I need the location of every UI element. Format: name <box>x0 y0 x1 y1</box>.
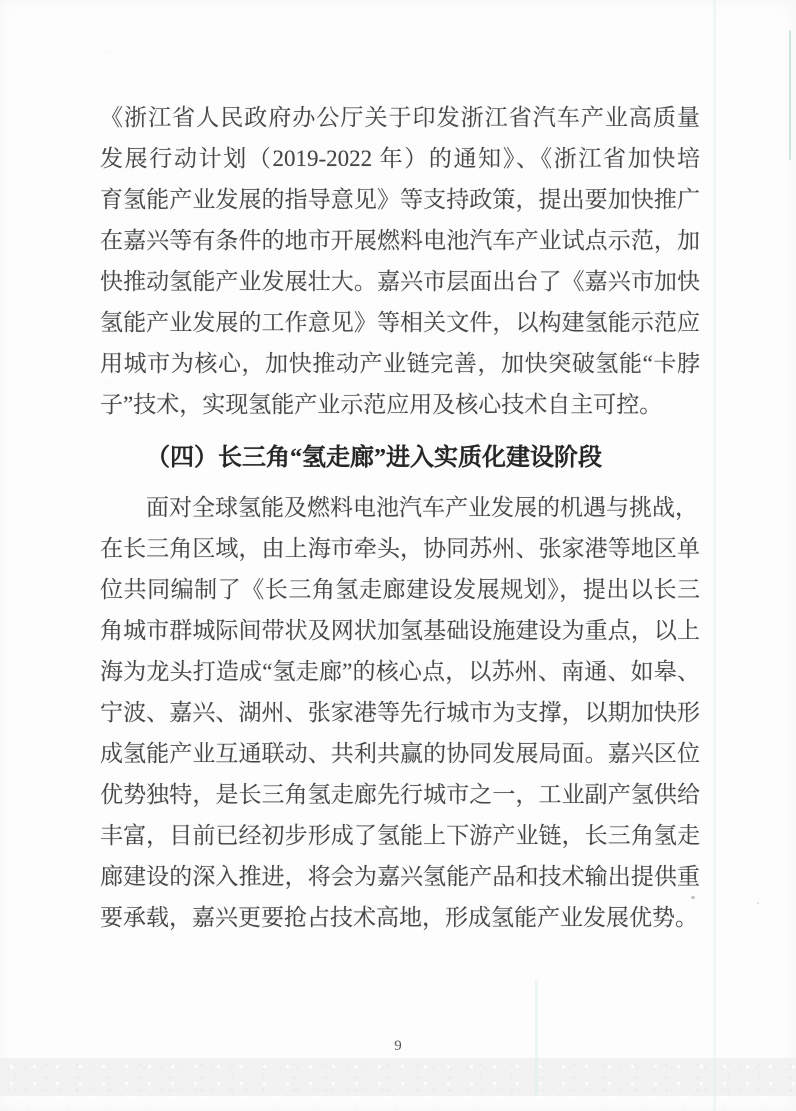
text-line: 发展行动计划（2019-2022 年）的通知》、《浙江省加快培 <box>100 146 700 171</box>
scan-edge-artifact <box>789 30 791 160</box>
scan-speck <box>757 902 759 904</box>
text-line: 成氢能产业互通联动、共利共赢的协同发展局面。嘉兴区位 <box>100 741 700 766</box>
text-line: 子”技术，实现氢能产业示范应用及核心技术自主可控。 <box>100 392 663 417</box>
text-line: 要承载，嘉兴更要抢占技术高地，形成氢能产业发展优势。 <box>100 905 698 930</box>
text-line: 位共同编制了《长三角氢走廊建设发展规划》，提出以长三 <box>100 577 700 602</box>
text-line: 育氢能产业发展的指导意见》等支持政策，提出要加快推广 <box>100 187 700 212</box>
text-line: 面对全球氢能及燃料电池汽车产业发展的机遇与挑战， <box>146 495 698 520</box>
scan-artifact-line <box>713 0 716 1111</box>
text-line: 宁波、嘉兴、湖州、张家港等先行城市为支撑，以期加快形 <box>100 700 700 725</box>
text-line: 在长三角区域，由上海市牵头，协同苏州、张家港等地区单 <box>100 536 700 561</box>
section-heading: （四）长三角“氢走廊”进入实质化建设阶段 <box>146 445 602 471</box>
text-line: 海为龙头打造成“氢走廊”的核心点，以苏州、南通、如皋、 <box>100 659 700 684</box>
text-line: 角城市群城际间带状及网状加氢基础设施建设为重点，以上 <box>100 618 700 643</box>
text-line: 廊建设的深入推进，将会为嘉兴氢能产品和技术输出提供重 <box>100 864 700 889</box>
scan-speck <box>691 896 695 899</box>
text-line: 丰富，目前已经初步形成了氢能上下游产业链，长三角氢走 <box>100 823 700 848</box>
paragraph-policy-support <box>100 97 700 425</box>
paragraph-hydrogen-corridor <box>100 487 700 938</box>
text-line: 用城市为核心，加快推动产业链完善，加快突破氢能“卡脖 <box>100 351 700 376</box>
text-line: 氢能产业发展的工作意见》等相关文件，以构建氢能示范应 <box>100 310 700 335</box>
page-number: 9 <box>394 1038 402 1054</box>
text-line: 快推动氢能产业发展壮大。嘉兴市层面出台了《嘉兴市加快 <box>100 269 700 294</box>
text-line: 在嘉兴等有条件的地市开展燃料电池汽车产业试点示范，加 <box>100 228 700 253</box>
text-line: 《浙江省人民政府办公厅关于印发浙江省汽车产业高质量 <box>100 105 700 130</box>
text-line: 优势独特，是长三角氢走廊先行城市之一，工业副产氢供给 <box>100 782 700 807</box>
scan-artifact-line <box>535 980 538 1096</box>
scan-noise-band <box>0 1058 796 1096</box>
